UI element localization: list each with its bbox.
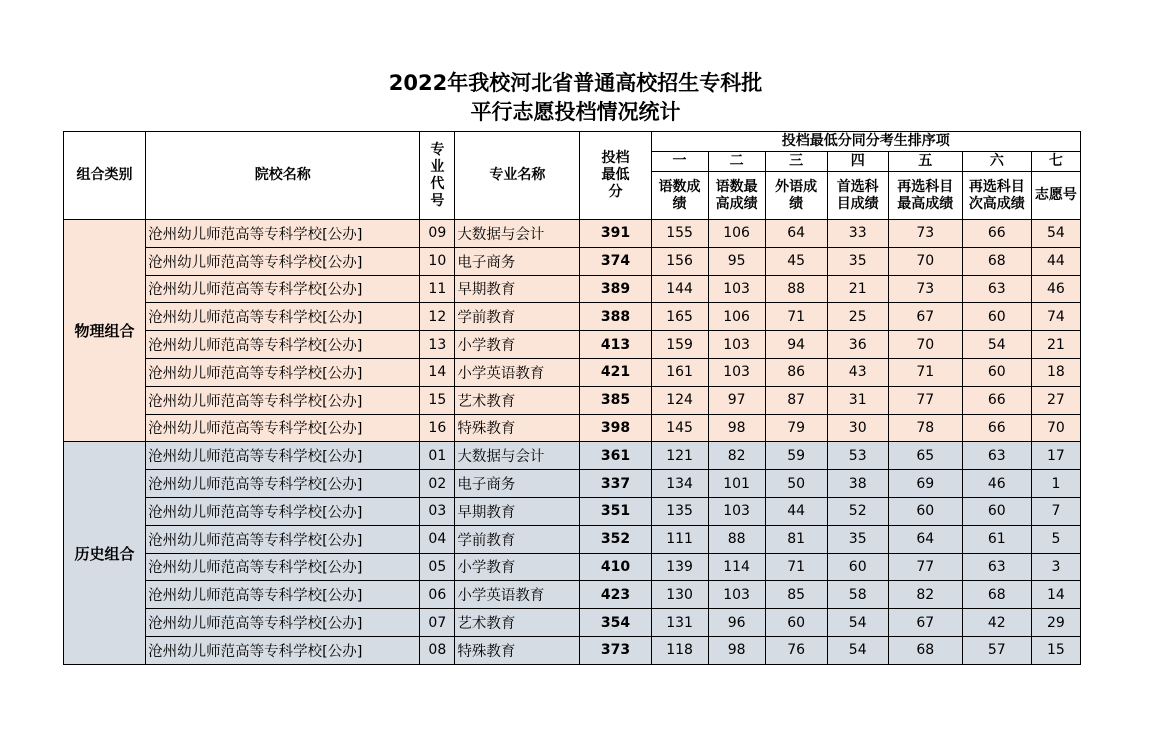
table-row [64,386,1081,414]
score-chinese-math-max: 103 [708,358,765,386]
score-elective-highest: 69 [888,470,962,498]
table-row [64,303,1081,331]
major-name-cell: 特殊教育 [455,636,580,664]
score-first-subject: 35 [827,247,888,275]
major-name-cell: 电子商务 [455,247,580,275]
score-chinese-math: 144 [651,275,708,303]
table-row [64,609,1081,637]
major-name-cell: 艺术教育 [455,609,580,637]
score-foreign-language: 85 [765,581,827,609]
score-chinese-math: 139 [651,553,708,581]
min-score-cell: 423 [580,581,651,609]
major-code-cell: 01 [420,442,455,470]
score-elective-second: 57 [962,636,1031,664]
preference-number: 1 [1031,470,1080,498]
score-elective-highest: 73 [888,220,962,248]
preference-number: 21 [1031,331,1080,359]
header-order-7: 七 [1031,152,1080,172]
min-score-cell: 413 [580,331,651,359]
min-score-cell: 351 [580,497,651,525]
header-order-4: 四 [827,152,888,172]
score-elective-second: 63 [962,275,1031,303]
score-elective-highest: 71 [888,358,962,386]
score-elective-highest: 77 [888,553,962,581]
min-score-cell: 354 [580,609,651,637]
score-chinese-math-max: 106 [708,220,765,248]
school-cell: 沧州幼儿师范高等专科学校[公办] [146,414,420,442]
score-first-subject: 43 [827,358,888,386]
score-elective-highest: 70 [888,331,962,359]
score-chinese-math: 124 [651,386,708,414]
score-chinese-math-max: 103 [708,331,765,359]
score-chinese-math: 134 [651,470,708,498]
school-cell: 沧州幼儿师范高等专科学校[公办] [146,275,420,303]
score-chinese-math: 156 [651,247,708,275]
preference-number: 7 [1031,497,1080,525]
table-row [64,581,1081,609]
score-first-subject: 38 [827,470,888,498]
score-chinese-math: 155 [651,220,708,248]
preference-number: 27 [1031,386,1080,414]
score-elective-second: 60 [962,303,1031,331]
score-chinese-math: 145 [651,414,708,442]
header-sub-6: 再选科目次高成绩 [962,172,1031,220]
header-tiebreak: 投档最低分同分考生排序项 [651,132,1080,152]
score-foreign-language: 60 [765,609,827,637]
score-elective-second: 66 [962,220,1031,248]
score-foreign-language: 88 [765,275,827,303]
preference-number: 5 [1031,525,1080,553]
score-elective-second: 54 [962,331,1031,359]
score-elective-highest: 68 [888,636,962,664]
table-row [64,247,1081,275]
score-first-subject: 60 [827,553,888,581]
major-name-cell: 早期教育 [455,275,580,303]
major-code-cell: 07 [420,609,455,637]
score-elective-second: 63 [962,442,1031,470]
score-chinese-math-max: 98 [708,414,765,442]
major-name-cell: 特殊教育 [455,414,580,442]
table-row [64,331,1081,359]
school-cell: 沧州幼儿师范高等专科学校[公办] [146,247,420,275]
score-first-subject: 36 [827,331,888,359]
score-first-subject: 31 [827,386,888,414]
min-score-cell: 385 [580,386,651,414]
score-chinese-math: 159 [651,331,708,359]
score-first-subject: 58 [827,581,888,609]
table-row [64,220,1081,248]
major-code-cell: 05 [420,553,455,581]
score-elective-second: 68 [962,247,1031,275]
major-code-cell: 15 [420,386,455,414]
header-sub-5: 再选科目最高成绩 [888,172,962,220]
major-code-cell: 04 [420,525,455,553]
header-order-6: 六 [962,152,1031,172]
score-chinese-math: 131 [651,609,708,637]
min-score-cell: 352 [580,525,651,553]
school-cell: 沧州幼儿师范高等专科学校[公办] [146,581,420,609]
score-first-subject: 35 [827,525,888,553]
preference-number: 18 [1031,358,1080,386]
score-first-subject: 21 [827,275,888,303]
preference-number: 15 [1031,636,1080,664]
score-first-subject: 54 [827,636,888,664]
major-name-cell: 小学英语教育 [455,358,580,386]
page-subtitle: 平行志愿投档情况统计 [470,100,681,124]
school-cell: 沧州幼儿师范高等专科学校[公办] [146,386,420,414]
header-sub-3: 外语成绩 [765,172,827,220]
score-elective-highest: 70 [888,247,962,275]
header-sub-2: 语数最高成绩 [708,172,765,220]
min-score-cell: 388 [580,303,651,331]
school-cell: 沧州幼儿师范高等专科学校[公办] [146,609,420,637]
table-row [64,525,1081,553]
score-chinese-math: 121 [651,442,708,470]
score-elective-second: 42 [962,609,1031,637]
major-code-cell: 03 [420,497,455,525]
min-score-cell: 373 [580,636,651,664]
score-chinese-math-max: 114 [708,553,765,581]
major-name-cell: 小学英语教育 [455,581,580,609]
min-score-cell: 398 [580,414,651,442]
header-order-2: 二 [708,152,765,172]
score-first-subject: 54 [827,609,888,637]
header-order-3: 三 [765,152,827,172]
score-first-subject: 33 [827,220,888,248]
header-sub-1: 语数成绩 [651,172,708,220]
table-row [64,442,1081,470]
score-chinese-math-max: 103 [708,581,765,609]
score-elective-highest: 78 [888,414,962,442]
score-chinese-math: 165 [651,303,708,331]
major-code-cell: 13 [420,331,455,359]
page-title: 2022年我校河北省普通高校招生专科批 [388,71,763,95]
min-score-cell: 421 [580,358,651,386]
score-elective-second: 66 [962,414,1031,442]
school-cell: 沧州幼儿师范高等专科学校[公办] [146,470,420,498]
major-code-cell: 06 [420,581,455,609]
table-row [64,414,1081,442]
admission-table [63,131,1081,665]
major-name-cell: 小学教育 [455,553,580,581]
score-elective-second: 63 [962,553,1031,581]
major-name-cell: 艺术教育 [455,386,580,414]
table-row [64,497,1081,525]
major-code-cell: 10 [420,247,455,275]
score-chinese-math: 111 [651,525,708,553]
preference-number: 74 [1031,303,1080,331]
major-name-cell: 学前教育 [455,303,580,331]
major-name-cell: 电子商务 [455,470,580,498]
score-elective-highest: 73 [888,275,962,303]
score-elective-highest: 67 [888,303,962,331]
min-score-cell: 361 [580,442,651,470]
school-cell: 沧州幼儿师范高等专科学校[公办] [146,525,420,553]
score-chinese-math-max: 82 [708,442,765,470]
preference-number: 14 [1031,581,1080,609]
preference-number: 44 [1031,247,1080,275]
score-foreign-language: 64 [765,220,827,248]
min-score-cell: 410 [580,553,651,581]
score-foreign-language: 94 [765,331,827,359]
score-elective-highest: 64 [888,525,962,553]
school-cell: 沧州幼儿师范高等专科学校[公办] [146,497,420,525]
score-chinese-math-max: 88 [708,525,765,553]
min-score-cell: 337 [580,470,651,498]
score-foreign-language: 59 [765,442,827,470]
score-elective-highest: 77 [888,386,962,414]
score-chinese-math-max: 95 [708,247,765,275]
school-cell: 沧州幼儿师范高等专科学校[公办] [146,220,420,248]
score-chinese-math: 135 [651,497,708,525]
major-name-cell: 大数据与会计 [455,442,580,470]
preference-number: 54 [1031,220,1080,248]
score-elective-highest: 82 [888,581,962,609]
score-chinese-math: 161 [651,358,708,386]
table-row [64,636,1081,664]
score-elective-second: 61 [962,525,1031,553]
table-row [64,553,1081,581]
header-order-1: 一 [651,152,708,172]
school-cell: 沧州幼儿师范高等专科学校[公办] [146,636,420,664]
score-elective-highest: 60 [888,497,962,525]
preference-number: 3 [1031,553,1080,581]
header-school: 院校名称 [146,132,420,220]
score-chinese-math-max: 103 [708,497,765,525]
score-foreign-language: 44 [765,497,827,525]
score-elective-second: 68 [962,581,1031,609]
score-foreign-language: 86 [765,358,827,386]
score-first-subject: 25 [827,303,888,331]
header-major: 专业名称 [455,132,580,220]
school-cell: 沧州幼儿师范高等专科学校[公办] [146,358,420,386]
major-code-cell: 11 [420,275,455,303]
score-chinese-math-max: 106 [708,303,765,331]
score-foreign-language: 71 [765,553,827,581]
score-chinese-math-max: 96 [708,609,765,637]
major-code-cell: 16 [420,414,455,442]
major-name-cell: 小学教育 [455,331,580,359]
header-min-score: 投档最低分 [580,132,651,220]
score-elective-second: 60 [962,497,1031,525]
preference-number: 46 [1031,275,1080,303]
score-elective-second: 46 [962,470,1031,498]
score-foreign-language: 76 [765,636,827,664]
school-cell: 沧州幼儿师范高等专科学校[公办] [146,331,420,359]
header-sub-7: 志愿号 [1031,172,1080,220]
score-foreign-language: 71 [765,303,827,331]
score-foreign-language: 79 [765,414,827,442]
major-name-cell: 早期教育 [455,497,580,525]
header-order-5: 五 [888,152,962,172]
major-name-cell: 学前教育 [455,525,580,553]
score-first-subject: 53 [827,442,888,470]
preference-number: 70 [1031,414,1080,442]
score-chinese-math-max: 101 [708,470,765,498]
score-chinese-math-max: 97 [708,386,765,414]
score-first-subject: 52 [827,497,888,525]
preference-number: 17 [1031,442,1080,470]
score-first-subject: 30 [827,414,888,442]
school-cell: 沧州幼儿师范高等专科学校[公办] [146,442,420,470]
major-code-cell: 09 [420,220,455,248]
header-sub-4: 首选科目成绩 [827,172,888,220]
score-elective-second: 60 [962,358,1031,386]
group-label: 历史组合 [64,442,146,664]
score-chinese-math: 130 [651,581,708,609]
major-code-cell: 02 [420,470,455,498]
school-cell: 沧州幼儿师范高等专科学校[公办] [146,553,420,581]
score-elective-second: 66 [962,386,1031,414]
score-chinese-math: 118 [651,636,708,664]
score-chinese-math-max: 103 [708,275,765,303]
score-elective-highest: 65 [888,442,962,470]
min-score-cell: 374 [580,247,651,275]
score-foreign-language: 50 [765,470,827,498]
score-chinese-math-max: 98 [708,636,765,664]
score-elective-highest: 67 [888,609,962,637]
header-code: 专业代号 [420,132,455,220]
header-group: 组合类别 [64,132,146,220]
score-foreign-language: 87 [765,386,827,414]
major-name-cell: 大数据与会计 [455,220,580,248]
table-row [64,358,1081,386]
major-code-cell: 14 [420,358,455,386]
min-score-cell: 389 [580,275,651,303]
table-row [64,275,1081,303]
preference-number: 29 [1031,609,1080,637]
major-code-cell: 12 [420,303,455,331]
min-score-cell: 391 [580,220,651,248]
school-cell: 沧州幼儿师范高等专科学校[公办] [146,303,420,331]
score-foreign-language: 45 [765,247,827,275]
group-label: 物理组合 [64,220,146,442]
table-row [64,470,1081,498]
major-code-cell: 08 [420,636,455,664]
score-foreign-language: 81 [765,525,827,553]
